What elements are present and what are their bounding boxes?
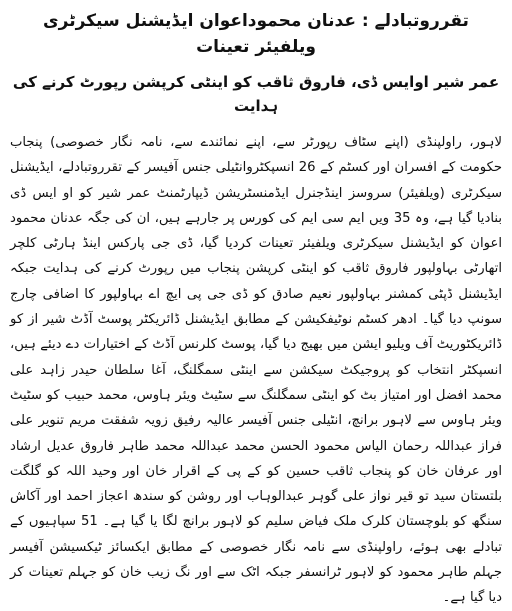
article-body: لاہور، راولپنڈی (اپنے سٹاف رپورٹر سے، اپنے نمائندے سے، نامہ نگار خصوصی) پنجاب حکومت کے افسران اور کسٹم کے 26 انسپکٹروانٹیلی جنس آفیسر کے تقرروتبادلے، ایڈیشنل سیکرٹری (ویلفیئر) سروسز اینڈجنرل ایڈمنسٹریشن ڈیپارٹمنٹ عمر شیر کو او ایس ڈی بنادیا گیا ہے، وہ 35 ویں ایم سی ایم کی کورس پر جارہے ہیں، ان کی جگہ عدنان محمود اعوان کو ایڈیشنل سیکرٹری ویلفیئر تعینات کردیا گیا، ڈی جی پارکس اینڈ ہارٹی کلچر اتھارٹی بہاولپور فاروق ثاقب کو اینٹی کرپشن پنجاب میں رپورٹ کرنے کی ہدایت جبکہ ایڈیشنل ڈپٹی کمشنر بہاولپور نعیم صادق کو ڈی جی پی ایچ اے بہاولپور کا اضافی چارج سونپ دیا گیا۔ ادھر کسٹم نوٹیفکیشن کے مطابق ایڈیشنل ڈائریکٹر پوسٹ آڈٹ شیر از کو ڈائریکٹوریٹ آف ویلیو ایشن میں بھیج دیا گیا، پوسٹ کلرنس آڈٹ کے اختیارات دے دیئے ہیں، انسپکٹر انتخاب کو پروجیکٹ سیکشن سے اینٹی سمگلنگ، آغا سلطان حیدر زاہد علی محمد افضل اور امتیاز بٹ کو اینٹی سمگلنگ سے سٹیٹ ویئر ہاوس، محمد حبیب کو سٹیٹ ویئر ہاوس سے لاہور برانچ، انٹیلی جنس آفیسر عالیہ رفیق زویہ شفقت مریم تنویر علی فراز عبداللہ رحمان الیاس محمود الحسن محمد عبداللہ محمد طاہر فاروق عدیل ارشاد اور عرفان خان کو پنجاب ثاقب حسین کو کے پی کے اقرار خان اور وحید اللہ کو گلگت بلتستان سید تو قیر نواز علی گوہر عبدالوہاب اور روشن کو سندھ اعجاز احمد اور آکاش سنگھ کو بلوچستان کلرک ملک فیاض سلیم کو لاہور برانچ لگا یا گیا ہے۔ 51 سپاہیوں کے تبادلے بھی ہوئے، راولپنڈی سے نامہ نگار خصوصی کے مطابق ایکسائز ٹیکسیشن آفیسر جہلم طاہر محمود کو لاہور ٹرانسفر جبکہ اٹک سے اور نگ زیب خان کو جہلم تعینات کر دیا گیا ہے۔ (10, 135, 503, 606)
headline: تقرروتبادلے : عدنان محموداعوان ایڈیشنل سیکرٹری ویلفیئر تعینات (43, 11, 469, 57)
subheadline: عمر شیر اوایس ڈی، فاروق ثاقب کو اینٹی کرپشن رپورٹ کرنے کی ہدایت (12, 73, 500, 115)
